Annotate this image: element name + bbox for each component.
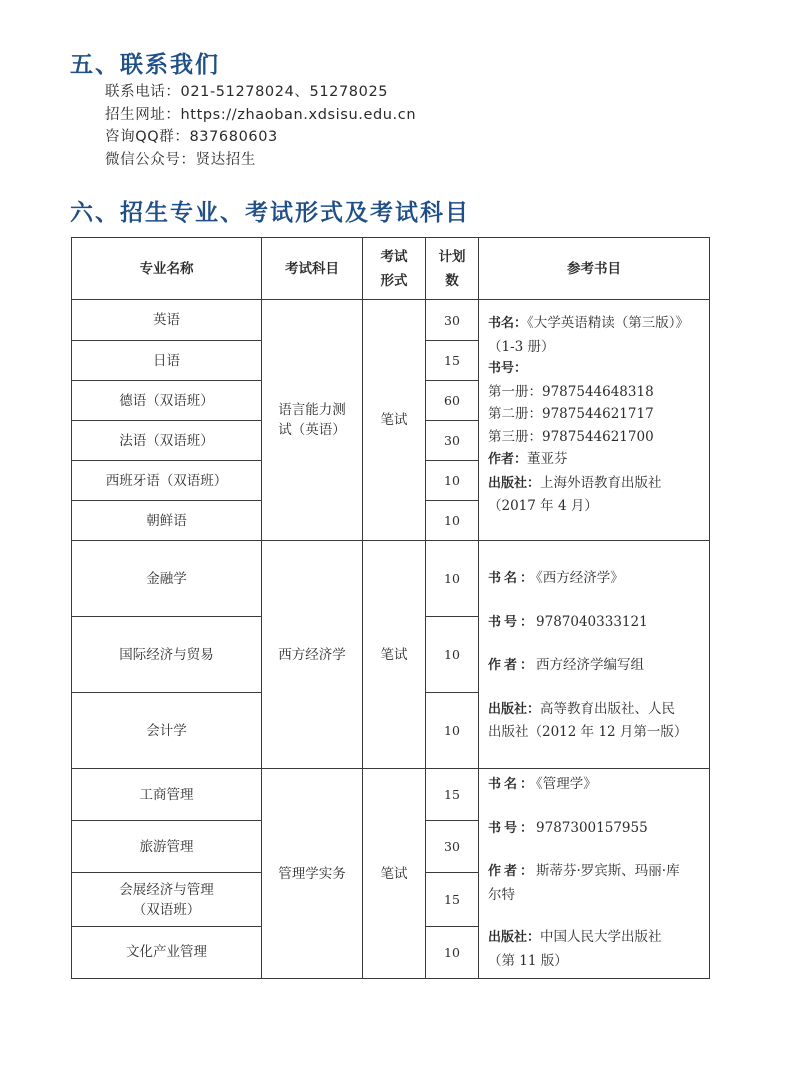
contact-wechat [105,148,256,169]
ref-publisher-note: （第 11 版） [488,952,568,969]
major-name [72,873,262,926]
header-subject: 考试科目 [262,238,363,300]
header-plan [426,238,479,300]
section-heading-majors: 六、招生专业、考试形式及考试科目 [70,200,470,226]
exam-subject-line1: 语言能力测 [278,402,346,418]
ref-publisher [488,698,701,722]
table-row [72,541,710,617]
ref-book-note: （1-3 册） [488,338,555,355]
ref-author-label: 作者： [488,864,537,879]
ref-book-label: 书名： [488,316,528,331]
header-form-line1: 考试 [380,248,408,265]
major-name: 工商管理 [72,769,262,821]
ref-author-value: 董亚芬 [527,451,568,467]
major-name: 金融学 [72,541,262,617]
exam-subject-line2: 试（英语） [278,422,346,438]
ref-author-label: 作者： [488,658,537,673]
header-major: 专业名称 [72,238,262,300]
ref-publisher [488,472,701,496]
major-name: 文化产业管理 [72,926,262,978]
exam-subject: 西方经济学 [262,541,363,769]
major-name-line1: 会展经济与管理 [119,881,214,898]
section-heading-contact: 五、联系我们 [70,52,220,78]
reference-books [479,300,710,541]
ref-isbn-value: 9787300157955 [536,819,648,836]
plan-count: 60 [426,381,479,421]
plan-count: 10 [426,693,479,769]
ref-book-value: 《西方经济学》 [536,570,624,586]
contact-website-label: 招生网址： [105,107,181,123]
ref-author [488,860,701,884]
ref-publisher-note: （2017 年 4 月） [488,498,598,514]
contact-wechat-label: 微信公众号： [105,152,196,168]
exam-subject: 管理学实务 [262,769,363,979]
ref-publisher-label: 出版社： [488,475,541,491]
ref-publisher-label: 出版社： [488,701,541,717]
header-form-line2: 形式 [380,272,408,289]
ref-author-value: 斯蒂芬·罗宾斯、玛丽·库 [536,863,680,879]
major-name: 日语 [72,341,262,381]
ref-publisher-label: 出版社： [488,930,541,945]
ref-isbn-label: 书号： [488,361,528,376]
ref-book [488,312,701,336]
ref-isbn-label: 书号： [488,614,537,630]
ref-book-label: 书名： [488,777,537,792]
plan-count: 10 [426,541,479,617]
contact-qq [105,125,278,146]
reference-books [479,541,710,769]
reference-books [479,769,710,979]
contact-phone [105,80,388,101]
plan-count: 10 [426,617,479,693]
ref-isbn-1: 第一册：9787544648318 [488,383,654,400]
ref-author [488,654,701,678]
table-header-row [72,238,710,300]
major-name: 西班牙语（双语班） [72,461,262,501]
header-books: 参考书目 [479,238,710,300]
contact-qq-label: 咨询QQ群： [105,129,190,145]
ref-publisher-value: 中国人民大学出版社 [540,929,662,945]
header-plan-line2: 数 [445,272,459,289]
plan-count: 30 [426,821,479,873]
ref-isbn [488,611,701,635]
ref-publisher [488,926,701,950]
exam-form: 笔试 [363,300,426,541]
major-name: 英语 [72,300,262,341]
ref-book-value: 《大学英语精读（第三版）》 [527,315,690,331]
exam-form: 笔试 [363,769,426,979]
contact-wechat-value: 贤达招生 [195,152,257,168]
contact-website [105,103,416,124]
contact-qq-value: 837680603 [189,129,278,145]
plan-count: 15 [426,769,479,821]
major-name: 会计学 [72,693,262,769]
ref-author-label: 作者： [488,452,528,467]
plan-count: 15 [426,341,479,381]
contact-phone-value: 021-51278024、51278025 [180,84,389,100]
table-row [72,769,710,821]
major-name: 国际经济与贸易 [72,617,262,693]
exam-form: 笔试 [363,541,426,769]
ref-isbn-3: 第三册：9787544621700 [488,428,654,445]
ref-isbn-label: 书号： [488,820,537,836]
ref-publisher-value: 上海外语教育出版社 [540,474,662,491]
contact-website-value: https://zhaoban.xdsisu.edu.cn [180,107,417,123]
plan-count: 10 [426,501,479,541]
header-form [363,238,426,300]
contact-phone-label: 联系电话： [105,84,181,100]
exam-subject [262,300,363,541]
ref-isbn-value: 9787040333121 [536,613,648,630]
ref-book-label: 书名： [488,571,537,586]
ref-isbn [488,817,701,841]
major-name-line2: （双语班） [132,901,201,918]
header-plan-line1: 计划 [438,248,466,265]
ref-author-value: 西方经济学编写组 [536,657,645,673]
ref-publisher-note: 出版社（2012 年 12 月第一版） [488,724,688,740]
ref-publisher-value: 高等教育出版社、人民 [540,700,676,717]
ref-book-value: 《管理学》 [536,776,597,792]
majors-table [71,237,710,979]
major-name: 旅游管理 [72,821,262,873]
ref-author-note: 尔特 [488,886,515,903]
ref-author [488,448,701,472]
major-name: 朝鲜语 [72,501,262,541]
major-name: 德语（双语班） [72,381,262,421]
ref-isbn-2: 第二册：9787544621717 [488,406,654,422]
major-name: 法语（双语班） [72,421,262,461]
plan-count: 10 [426,461,479,501]
plan-count: 15 [426,873,479,926]
plan-count: 30 [426,300,479,341]
table-row [72,300,710,341]
ref-book [488,773,701,797]
ref-book [488,567,701,591]
plan-count: 10 [426,926,479,978]
plan-count: 30 [426,421,479,461]
